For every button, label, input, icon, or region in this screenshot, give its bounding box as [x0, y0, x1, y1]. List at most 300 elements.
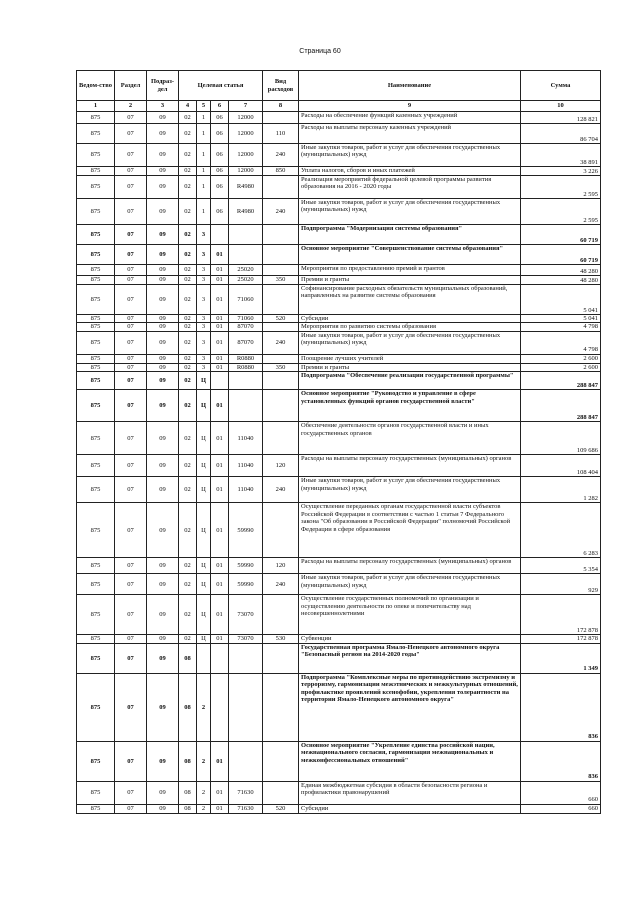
- cell-naimenovanie: Расходы на выплаты персоналу государственных (муниципальных) органов: [299, 455, 521, 477]
- cell-cs-subprogram: 3: [197, 323, 211, 331]
- cell-cs-program: 08: [179, 781, 197, 804]
- column-index: 9: [299, 101, 521, 112]
- cell-cs-subprogram: 3: [197, 225, 211, 245]
- cell-vedomstvo: 875: [77, 643, 115, 673]
- cell-razdel: 07: [115, 331, 147, 354]
- cell-cs-program: 02: [179, 331, 197, 354]
- cell-razdel: 07: [115, 167, 147, 176]
- cell-cs-program: 08: [179, 673, 197, 741]
- cell-podrazdel: 09: [147, 225, 179, 245]
- cell-razdel: 07: [115, 276, 147, 285]
- cell-vedomstvo: 875: [77, 323, 115, 331]
- header-celevaya-statya: Целевая статья: [179, 71, 263, 101]
- table-row: [77, 225, 601, 245]
- cell-cs-program: 02: [179, 372, 197, 390]
- cell-cs-program: 02: [179, 276, 197, 285]
- cell-vedomstvo: 875: [77, 176, 115, 199]
- cell-summa: 836: [521, 673, 601, 741]
- table-row: [77, 477, 601, 503]
- cell-naimenovanie: Субсидии: [299, 315, 521, 323]
- cell-podrazdel: 09: [147, 455, 179, 477]
- cell-vid-rashodov: 520: [263, 315, 299, 323]
- cell-vedomstvo: 875: [77, 363, 115, 371]
- column-index: 4: [179, 101, 197, 112]
- cell-cs-program: 02: [179, 503, 197, 558]
- cell-naimenovanie: Осуществление переданных органам государственной власти субъектов Российской Федерации в соответствии с частью 1 статьи 7 Федерального закона "Об образовании в Российской Федерации" полномочий Российской Федерации в сфере образования: [299, 503, 521, 558]
- cell-cs-program: 02: [179, 285, 197, 315]
- cell-cs-subprogram: 3: [197, 285, 211, 315]
- column-index: 8: [263, 101, 299, 112]
- table-row: [77, 124, 601, 144]
- cell-summa: 660: [521, 781, 601, 804]
- cell-cs-measure: 01: [211, 331, 229, 354]
- cell-cs-measure: 01: [211, 422, 229, 455]
- cell-cs-code: 59990: [229, 503, 263, 558]
- cell-summa: 172 878: [521, 595, 601, 635]
- cell-podrazdel: 09: [147, 422, 179, 455]
- cell-summa: 2 600: [521, 363, 601, 371]
- cell-vid-rashodov: 240: [263, 331, 299, 354]
- cell-cs-measure: 01: [211, 245, 229, 265]
- cell-cs-measure: 01: [211, 558, 229, 574]
- cell-podrazdel: 09: [147, 285, 179, 315]
- cell-cs-code: [229, 741, 263, 781]
- cell-vid-rashodov: [263, 673, 299, 741]
- table-row: [77, 285, 601, 315]
- cell-naimenovanie: Реализация мероприятий федеральной целевой программы развития образования на 2016 - 2020 годы: [299, 176, 521, 199]
- cell-cs-measure: 01: [211, 323, 229, 331]
- cell-cs-program: 02: [179, 595, 197, 635]
- cell-cs-measure: 06: [211, 124, 229, 144]
- cell-cs-measure: 01: [211, 741, 229, 781]
- cell-cs-measure: 01: [211, 363, 229, 371]
- cell-vid-rashodov: [263, 741, 299, 781]
- cell-cs-measure: [211, 673, 229, 741]
- table-row: [77, 643, 601, 673]
- cell-naimenovanie: Основное мероприятие "Руководство и управление в сфере установленных функций органов государственной власти": [299, 390, 521, 422]
- cell-vid-rashodov: 240: [263, 199, 299, 225]
- cell-cs-program: 02: [179, 635, 197, 643]
- header-naimenovanie: Наименование: [299, 71, 521, 101]
- cell-summa: 2 595: [521, 199, 601, 225]
- cell-summa: 60 719: [521, 245, 601, 265]
- cell-cs-code: [229, 643, 263, 673]
- cell-summa: 288 847: [521, 390, 601, 422]
- cell-vedomstvo: 875: [77, 315, 115, 323]
- cell-vid-rashodov: 110: [263, 124, 299, 144]
- cell-cs-code: 59990: [229, 574, 263, 595]
- cell-cs-measure: 01: [211, 477, 229, 503]
- cell-naimenovanie: Подпрограмма "Комплексные меры по противодействию экстремизму и терроризму, гармонизации межэтнических и межкультурных отношений, профилактике проявлений ксенофобии, укрепления толерантности на территории Ямало-Ненецкого автономного округа": [299, 673, 521, 741]
- table-row: [77, 245, 601, 265]
- cell-vedomstvo: 875: [77, 477, 115, 503]
- cell-podrazdel: 09: [147, 323, 179, 331]
- cell-cs-program: 02: [179, 558, 197, 574]
- cell-naimenovanie: Государственная программа Ямало-Ненецкого автономного округа "Безопасный регион на 2014-2020 годы": [299, 643, 521, 673]
- cell-razdel: 07: [115, 804, 147, 813]
- cell-vedomstvo: 875: [77, 422, 115, 455]
- cell-cs-measure: 01: [211, 285, 229, 315]
- table-row: [77, 176, 601, 199]
- cell-vid-rashodov: [263, 323, 299, 331]
- cell-razdel: 07: [115, 225, 147, 245]
- header-razdel: Раздел: [115, 71, 147, 101]
- cell-cs-subprogram: 2: [197, 673, 211, 741]
- cell-vid-rashodov: 120: [263, 558, 299, 574]
- table-row: [77, 372, 601, 390]
- cell-naimenovanie: Осуществление государственных полномочий по организации и осуществлению деятельности по опеке и попечительству над несовершеннолетними: [299, 595, 521, 635]
- header-summa: Сумма: [521, 71, 601, 101]
- cell-vedomstvo: 875: [77, 285, 115, 315]
- cell-cs-subprogram: Ц: [197, 477, 211, 503]
- cell-podrazdel: 09: [147, 673, 179, 741]
- cell-podrazdel: 09: [147, 804, 179, 813]
- cell-vid-rashodov: [263, 112, 299, 124]
- cell-cs-measure: 01: [211, 781, 229, 804]
- cell-podrazdel: 09: [147, 372, 179, 390]
- cell-vid-rashodov: [263, 285, 299, 315]
- cell-razdel: 07: [115, 477, 147, 503]
- cell-podrazdel: 09: [147, 477, 179, 503]
- table-row: [77, 167, 601, 176]
- cell-podrazdel: 09: [147, 503, 179, 558]
- cell-cs-code: 71630: [229, 781, 263, 804]
- cell-cs-code: 12000: [229, 124, 263, 144]
- cell-razdel: 07: [115, 363, 147, 371]
- cell-vedomstvo: 875: [77, 741, 115, 781]
- cell-summa: 172 878: [521, 635, 601, 643]
- cell-podrazdel: 09: [147, 245, 179, 265]
- cell-vid-rashodov: [263, 390, 299, 422]
- cell-podrazdel: 09: [147, 574, 179, 595]
- cell-naimenovanie: Расходы на обеспечение функций казенных учреждений: [299, 112, 521, 124]
- cell-summa: 836: [521, 741, 601, 781]
- column-index: 6: [211, 101, 229, 112]
- cell-podrazdel: 09: [147, 112, 179, 124]
- cell-vedomstvo: 875: [77, 635, 115, 643]
- cell-vid-rashodov: [263, 225, 299, 245]
- cell-razdel: 07: [115, 455, 147, 477]
- table-row: [77, 331, 601, 354]
- table-row: [77, 455, 601, 477]
- cell-razdel: 07: [115, 741, 147, 781]
- cell-cs-program: 02: [179, 455, 197, 477]
- cell-podrazdel: 09: [147, 265, 179, 276]
- cell-summa: 128 821: [521, 112, 601, 124]
- cell-razdel: 07: [115, 673, 147, 741]
- page-number: Страница 60: [299, 48, 341, 55]
- cell-cs-subprogram: Ц: [197, 635, 211, 643]
- cell-cs-code: R0880: [229, 354, 263, 363]
- cell-summa: 1 282: [521, 477, 601, 503]
- cell-summa: 48 280: [521, 265, 601, 276]
- cell-summa: 3 226: [521, 167, 601, 176]
- header-row: [77, 71, 601, 101]
- cell-cs-measure: [211, 372, 229, 390]
- table-row: [77, 595, 601, 635]
- cell-vid-rashodov: [263, 595, 299, 635]
- cell-cs-code: 71060: [229, 285, 263, 315]
- cell-cs-measure: 01: [211, 455, 229, 477]
- cell-razdel: 07: [115, 112, 147, 124]
- cell-vid-rashodov: 240: [263, 477, 299, 503]
- cell-cs-program: 02: [179, 363, 197, 371]
- cell-naimenovanie: Иные закупки товаров, работ и услуг для обеспечения государственных (муниципальных) нужд: [299, 144, 521, 167]
- cell-vid-rashodov: 240: [263, 144, 299, 167]
- cell-cs-subprogram: 3: [197, 315, 211, 323]
- cell-vid-rashodov: 520: [263, 804, 299, 813]
- cell-summa: 4 798: [521, 331, 601, 354]
- cell-cs-program: 02: [179, 124, 197, 144]
- cell-cs-subprogram: 1: [197, 176, 211, 199]
- cell-cs-program: 02: [179, 225, 197, 245]
- cell-cs-code: [229, 245, 263, 265]
- cell-vid-rashodov: [263, 245, 299, 265]
- cell-cs-code: 11040: [229, 477, 263, 503]
- header-vid-rashodov: Вид расходов: [263, 71, 299, 101]
- cell-cs-code: [229, 673, 263, 741]
- cell-summa: 6 283: [521, 503, 601, 558]
- cell-razdel: 07: [115, 144, 147, 167]
- table-row: [77, 422, 601, 455]
- header-vedomstvo: Ведом-ство: [77, 71, 115, 101]
- cell-summa: 288 847: [521, 372, 601, 390]
- cell-vedomstvo: 875: [77, 265, 115, 276]
- column-index: 10: [521, 101, 601, 112]
- cell-cs-code: [229, 372, 263, 390]
- cell-cs-program: 02: [179, 112, 197, 124]
- table-row: [77, 673, 601, 741]
- cell-summa: 2 600: [521, 354, 601, 363]
- cell-naimenovanie: Подпрограмма "Модернизация системы образования": [299, 225, 521, 245]
- cell-naimenovanie: Мероприятия по предоставлению премий и грантов: [299, 265, 521, 276]
- cell-podrazdel: 09: [147, 354, 179, 363]
- cell-vid-rashodov: 350: [263, 363, 299, 371]
- cell-cs-measure: 06: [211, 176, 229, 199]
- cell-razdel: 07: [115, 245, 147, 265]
- cell-cs-code: 87070: [229, 331, 263, 354]
- table-row: [77, 503, 601, 558]
- cell-vid-rashodov: 850: [263, 167, 299, 176]
- column-index: 5: [197, 101, 211, 112]
- cell-naimenovanie: Премии и гранты: [299, 276, 521, 285]
- column-index: 7: [229, 101, 263, 112]
- cell-cs-subprogram: Ц: [197, 422, 211, 455]
- cell-cs-program: 02: [179, 176, 197, 199]
- cell-summa: 108 404: [521, 455, 601, 477]
- cell-cs-code: R4980: [229, 176, 263, 199]
- column-index: 3: [147, 101, 179, 112]
- cell-cs-code: R4980: [229, 199, 263, 225]
- cell-podrazdel: 09: [147, 315, 179, 323]
- table-row: [77, 574, 601, 595]
- cell-vedomstvo: 875: [77, 503, 115, 558]
- cell-cs-measure: 01: [211, 574, 229, 595]
- cell-cs-program: 02: [179, 354, 197, 363]
- cell-razdel: 07: [115, 265, 147, 276]
- table-row: [77, 323, 601, 331]
- cell-cs-code: 11040: [229, 422, 263, 455]
- cell-cs-subprogram: 3: [197, 354, 211, 363]
- cell-summa: 48 280: [521, 276, 601, 285]
- cell-naimenovanie: Поощрение лучших учителей: [299, 354, 521, 363]
- cell-vedomstvo: 875: [77, 199, 115, 225]
- cell-vedomstvo: 875: [77, 558, 115, 574]
- cell-cs-code: R0880: [229, 363, 263, 371]
- cell-cs-subprogram: 1: [197, 199, 211, 225]
- cell-cs-measure: 01: [211, 503, 229, 558]
- cell-summa: 929: [521, 574, 601, 595]
- cell-cs-code: 12000: [229, 144, 263, 167]
- cell-cs-program: 08: [179, 741, 197, 781]
- cell-vedomstvo: 875: [77, 225, 115, 245]
- cell-cs-code: 25020: [229, 276, 263, 285]
- cell-razdel: 07: [115, 643, 147, 673]
- cell-cs-subprogram: 3: [197, 363, 211, 371]
- table-row: [77, 112, 601, 124]
- cell-vedomstvo: 875: [77, 804, 115, 813]
- cell-cs-program: 02: [179, 390, 197, 422]
- table-row: [77, 741, 601, 781]
- cell-cs-program: 02: [179, 167, 197, 176]
- budget-table: [76, 70, 601, 814]
- table-row: [77, 199, 601, 225]
- cell-cs-measure: 01: [211, 390, 229, 422]
- cell-cs-measure: [211, 225, 229, 245]
- cell-vedomstvo: 875: [77, 455, 115, 477]
- table-row: [77, 558, 601, 574]
- cell-cs-subprogram: 2: [197, 781, 211, 804]
- cell-naimenovanie: Обеспечение деятельности органов государственной власти и иных государственных органов: [299, 422, 521, 455]
- cell-cs-program: 02: [179, 144, 197, 167]
- cell-razdel: 07: [115, 372, 147, 390]
- cell-cs-code: 87070: [229, 323, 263, 331]
- cell-razdel: 07: [115, 635, 147, 643]
- cell-summa: 1 349: [521, 643, 601, 673]
- cell-vid-rashodov: 240: [263, 574, 299, 595]
- cell-podrazdel: 09: [147, 643, 179, 673]
- cell-cs-subprogram: 3: [197, 245, 211, 265]
- cell-naimenovanie: Подпрограмма "Обеспечение реализации государственной программы": [299, 372, 521, 390]
- cell-naimenovanie: Иные закупки товаров, работ и услуг для обеспечения государственных (муниципальных) нужд: [299, 477, 521, 503]
- cell-cs-subprogram: 1: [197, 124, 211, 144]
- table-row: [77, 804, 601, 813]
- cell-vedomstvo: 875: [77, 245, 115, 265]
- cell-cs-subprogram: Ц: [197, 558, 211, 574]
- cell-razdel: 07: [115, 503, 147, 558]
- cell-razdel: 07: [115, 595, 147, 635]
- cell-summa: 38 891: [521, 144, 601, 167]
- cell-cs-program: 02: [179, 323, 197, 331]
- column-index-row: [77, 101, 601, 112]
- cell-cs-code: 73070: [229, 635, 263, 643]
- cell-cs-subprogram: 3: [197, 265, 211, 276]
- cell-razdel: 07: [115, 390, 147, 422]
- cell-cs-subprogram: Ц: [197, 372, 211, 390]
- cell-cs-measure: 06: [211, 112, 229, 124]
- cell-podrazdel: 09: [147, 363, 179, 371]
- cell-cs-program: 08: [179, 643, 197, 673]
- cell-vid-rashodov: [263, 781, 299, 804]
- cell-cs-subprogram: 1: [197, 112, 211, 124]
- cell-cs-subprogram: Ц: [197, 595, 211, 635]
- cell-vedomstvo: 875: [77, 372, 115, 390]
- table-row: [77, 265, 601, 276]
- cell-razdel: 07: [115, 315, 147, 323]
- cell-summa: 4 798: [521, 323, 601, 331]
- cell-cs-measure: 06: [211, 167, 229, 176]
- table-row: [77, 315, 601, 323]
- cell-vedomstvo: 875: [77, 354, 115, 363]
- cell-vedomstvo: 875: [77, 144, 115, 167]
- cell-razdel: 07: [115, 285, 147, 315]
- cell-cs-subprogram: Ц: [197, 503, 211, 558]
- cell-podrazdel: 09: [147, 124, 179, 144]
- table-row: [77, 144, 601, 167]
- cell-cs-program: 02: [179, 199, 197, 225]
- cell-vid-rashodov: [263, 503, 299, 558]
- cell-podrazdel: 09: [147, 199, 179, 225]
- cell-vedomstvo: 875: [77, 167, 115, 176]
- cell-cs-subprogram: 2: [197, 741, 211, 781]
- cell-naimenovanie: Премии и гранты: [299, 363, 521, 371]
- cell-cs-measure: 01: [211, 804, 229, 813]
- cell-cs-measure: 01: [211, 595, 229, 635]
- cell-cs-subprogram: 2: [197, 804, 211, 813]
- table-row: [77, 635, 601, 643]
- cell-cs-program: 02: [179, 422, 197, 455]
- cell-vid-rashodov: 350: [263, 276, 299, 285]
- cell-cs-measure: [211, 643, 229, 673]
- cell-naimenovanie: Иные закупки товаров, работ и услуг для обеспечения государственных (муниципальных) нужд: [299, 574, 521, 595]
- cell-razdel: 07: [115, 558, 147, 574]
- cell-cs-program: 08: [179, 804, 197, 813]
- cell-razdel: 07: [115, 199, 147, 225]
- cell-podrazdel: 09: [147, 276, 179, 285]
- cell-cs-code: 25020: [229, 265, 263, 276]
- cell-vid-rashodov: [263, 422, 299, 455]
- cell-podrazdel: 09: [147, 781, 179, 804]
- cell-vid-rashodov: [263, 354, 299, 363]
- cell-vedomstvo: 875: [77, 112, 115, 124]
- cell-vid-rashodov: 120: [263, 455, 299, 477]
- table-row: [77, 363, 601, 371]
- cell-cs-measure: 06: [211, 199, 229, 225]
- cell-summa: 660: [521, 804, 601, 813]
- cell-naimenovanie: Расходы на выплаты персоналу казенных учреждений: [299, 124, 521, 144]
- cell-cs-subprogram: 3: [197, 276, 211, 285]
- cell-vedomstvo: 875: [77, 595, 115, 635]
- cell-vedomstvo: 875: [77, 390, 115, 422]
- cell-cs-program: 02: [179, 265, 197, 276]
- cell-cs-code: 71060: [229, 315, 263, 323]
- cell-naimenovanie: Уплата налогов, сборов и иных платежей: [299, 167, 521, 176]
- cell-cs-measure: 01: [211, 354, 229, 363]
- cell-vid-rashodov: [263, 265, 299, 276]
- cell-naimenovanie: Иные закупки товаров, работ и услуг для обеспечения государственных (муниципальных) нужд: [299, 199, 521, 225]
- cell-vedomstvo: 875: [77, 781, 115, 804]
- cell-vedomstvo: 875: [77, 124, 115, 144]
- table-row: [77, 354, 601, 363]
- cell-summa: 109 686: [521, 422, 601, 455]
- cell-cs-subprogram: 1: [197, 167, 211, 176]
- cell-cs-code: 71630: [229, 804, 263, 813]
- cell-naimenovanie: Софинансирование расходных обязательств муниципальных образований, направленных на развитие системы образования: [299, 285, 521, 315]
- cell-naimenovanie: Иные закупки товаров, работ и услуг для обеспечения государственных (муниципальных) нужд: [299, 331, 521, 354]
- cell-cs-code: 59990: [229, 558, 263, 574]
- cell-razdel: 07: [115, 176, 147, 199]
- cell-naimenovanie: Основное мероприятие "Совершенствование системы образования": [299, 245, 521, 265]
